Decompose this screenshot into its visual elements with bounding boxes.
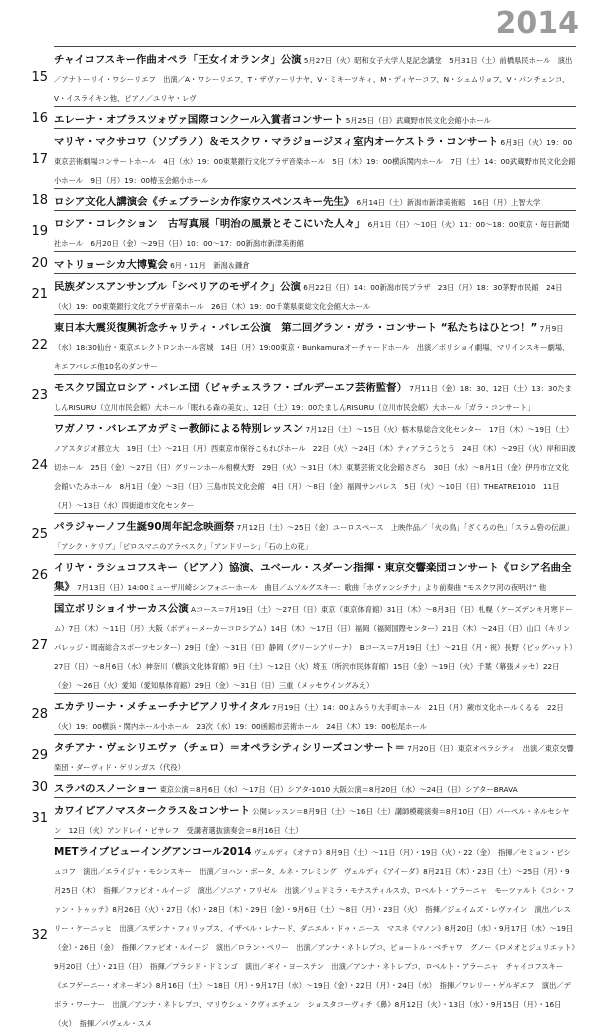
event-entry-22 (31, 315, 576, 375)
entry-number: 32 (31, 927, 48, 943)
entry-detail: 6月22日（日）14：00新潟市民プラザ 23日（月）18：30茅野市民館 24日（火）19：00東葉銀行文化プラザ音楽ホール 26日（木）19：00千葉県東総文化会館大ホール (54, 283, 563, 311)
entry-title: カワイピアノマスタークラス＆コンサート (54, 805, 250, 817)
entry-title: パラジャーノフ生誕90周年記念映画祭 (54, 521, 235, 533)
entry-number: 17 (31, 151, 48, 167)
event-entry-30 (31, 776, 576, 798)
entry-detail: ヴェルディ《オテロ》8月9日（土）〜11日（月）・19日（火）・22（金） 指揮／セミョン・ビシュコフ 演出／エライジャ・モシンスキー 出演／ヨハン・ボータ、ルネ・フレミング ヴェルディ《アイーダ》8月21日（木）・23日（土）〜25日（月）・9月25日（木） 指揮／ファビオ・ルイージ 演出／ソニア・フリゼル 出演／リュドミラ・モナスティルスカ、ロベルト・アラーニャ モーツァルト《コシ・ファン・トゥッテ》8月26日（火）・27日（水）・28日（木）・29日（金）・9月6日（土）〜8日（月）・23日（火） 指揮／ジェイムズ・レヴァイン 演出／レスリー・ケーニッヒ 出演／スザンナ・フィリップス、イザベル・レナード、ダニエル・ドゥ・ニース マスネ《マノン》8月20日（水）・9月17日（水）〜19日（金）・26日（金） 指揮／ファビオ・ルイージ 演出／ロラン・ペリー 出演／アンナ・ネトレプコ、ピョートル・ベチャワ グノー《ロメオとジュリエット》9月20日（土）・21日（日） 指揮／プラシド・ドミンゴ 演出／ギイ・ヨーステン 出演／アンナ・ネトレプコ、ロベルト・アラーニャ チャイコフスキー《エフゲーニー・オネーギン》8月16日（土）〜18日（月）・9月17日（水）〜19日（金）・22日（月）・24日（水） 指揮／ワレリー・ゲルギエフ 演出／デボラ・ワーナー 出演／アンナ・ネトレプコ、マリウシュ・クヴィエチェン ショスタコーヴィチ《鼻》8月12日（火）・13日（水）・9月15日（月）・16日（火） 指揮／パヴェル・スメ (54, 848, 576, 1028)
entry-detail: 7月20日（日）東京オペラシティ 出演／東京交響楽団・ダーヴィド・ゲリンガス（代役） (54, 744, 574, 772)
entry-number: 26 (31, 568, 48, 583)
entry-detail: 7月12日（土）〜25日（金）ユーロスペース 上映作品／「火の鳥」「ざくろの色」「スラム砦の伝説」「アシク・ケリブ」「ピロスマニのアラベスク」「アンドリーシ」「石の上の花」 (54, 523, 574, 551)
entry-title: マリヤ・マクサコワ（ソプラノ）＆モスクワ・マラジョージヌィ室内オーケストラ・コンサート (54, 136, 499, 148)
entry-number: 19 (31, 224, 48, 239)
event-entry-20 (31, 252, 576, 274)
event-entry-19 (31, 211, 576, 252)
event-entry-27 (31, 596, 576, 694)
event-entry-25 (31, 514, 576, 555)
event-entry-16 (31, 107, 576, 129)
event-entry-15 (31, 46, 576, 107)
entry-number: 16 (31, 110, 48, 126)
event-entry-31 (31, 798, 576, 839)
entry-title: METライブビューイングアンコール2014 (54, 846, 252, 858)
entry-detail: 7月19日（土）14：00よみうり大手町ホール 21日（月）蕨市文化ホールくるる 22日（火）19：00横浜・関内ホール小ホール 23次（水）19：00函館市芸術ホール 24日（木）19：00松尾ホール (54, 703, 564, 731)
event-entry-32 (31, 839, 576, 1031)
event-entry-18 (31, 189, 576, 211)
entry-detail: 5月25日（日）武蔵野市民文化会館小ホール (345, 116, 491, 125)
entry-detail: 7月11日（金）18：30、12日（土）13：30たましんRISURU（立川市民会館）大ホール「眠れる森の美女」、12日（土）19：00たましんRISURU（立川市民会館）大ホール「ガラ・コンサート」 (54, 384, 572, 412)
entry-number: 31 (31, 811, 48, 826)
event-entry-28 (31, 694, 576, 735)
event-entry-24 (31, 416, 576, 514)
entry-title: マトリョーシカ大博覧会 (54, 259, 168, 271)
entry-title: モスクワ国立ロシア・バレエ団（ビャチェスラフ・ゴルデーエフ芸術監督） (54, 382, 407, 394)
entry-title: 東日本大震災復興祈念チャリティ・バレエ公演 第二回グラン・ガラ・コンサート “私たちはひとつ！” (54, 322, 538, 334)
entry-detail: 6月3日（火）19：00東京芸術劇場コンサートホール 4日（水）19：00東葉銀行文化プラザ音楽ホール 5日（木）19：00横浜関内ホール 7日（土）14：00武蔵野市民文化会館小ホール 9日（月）19：00椿玉会館小ホール (54, 138, 576, 185)
entry-number: 23 (31, 388, 48, 403)
entry-number: 24 (31, 457, 48, 473)
entry-title: タチアナ・ヴェシリエヴァ（チェロ）＝オペラシティシリーズコンサート＝ (54, 742, 405, 754)
entry-number: 18 (31, 192, 48, 208)
entry-number: 27 (31, 637, 48, 653)
entry-number: 29 (31, 748, 48, 763)
event-entry-26 (31, 555, 576, 596)
entry-detail: Aコース＝7月19日（土）〜27日（日）東京（東京体育館）31日（木）〜8月3日（日）札幌（ケーズデンキ月寒ドーム）7日（木）〜11日（月）大阪（ボディーメーカーコロシアム）14日（木）〜17日（日）福岡（福岡国際センター）21日（木）〜24日（日）山口（キリンパレッジ・周南総合スポーツセンター）29日（金）〜31日（日）静岡（グリーンアリーナ） Bコース＝7月19日（土）〜21日（月・祝）長野（ビッグハット）27日（日）〜8月6日（水）神奈川（横浜文化体育館）9日（土）〜12日（火）埼玉（所沢市民体育館）15日（金）〜19日（火）千葉（幕張メッセ）22日（金）〜26日（火）愛知（愛知県体育館）29日（金）〜31日（日）三重（メッセウイングみえ） (54, 605, 573, 690)
entry-number: 20 (31, 255, 48, 271)
entry-title: 国立ボリショイサーカス公演 (54, 603, 189, 615)
entry-title: ワガノワ・バレエアカデミー教師による特別レッスン (54, 423, 304, 435)
entry-title: ロシア・コレクション 古写真展「明治の風景とそこにいた人々」 (54, 218, 366, 230)
entry-number: 15 (31, 70, 48, 85)
event-entry-21 (31, 274, 576, 315)
entry-detail: 6月・11月 新潟＆鎌倉 (170, 261, 250, 270)
entry-number: 30 (31, 779, 48, 795)
entry-title: イリヤ・ラシュコフスキー（ピアノ）協演、ユベール・スダーン指揮・東京交響楽団コンサート《ロシア名曲全集》 (54, 562, 572, 593)
entry-number: 28 (31, 707, 48, 722)
event-entry-29 (31, 735, 576, 776)
entry-detail: 5月27日（火）昭和女子大学人見記念講堂 5月31日（土）前橋県民ホール 演出／アナトーリイ・ワシーリエフ 出演／A・ワシーリエフ、T・ザヴァーリナヤ、V・ミキーツキィ、M・ディヤーコフ、N・シェムリョフ、V・パンチェンコ、V・イスライキン他、ピアノ／ユリヤ・レヴ (54, 56, 573, 103)
entry-title: チャイコフスキー作曲オペラ「王女イオランタ」公演 (54, 54, 302, 66)
entry-detail: 7月12日（土）〜15日（火）栃木県総合文化センター 17日（木）〜19日（土）ノアスタジオ都立大 19日（土）〜21日（月）西東京市保谷こもれびホール 22日（火）〜24日（木）ティアラこうとう 24日（木）〜29日（火）岸和田波切ホール 25日（金）〜27日（日）グリーンホール相模大野 29日（火）〜31日（木）東葉芸術文化会館さざら 30日（水）〜8月1日（金）伊丹市立文化会館いたみホール 8月1日（金）〜3日（日）三島市民文化会館 4日（月）〜8日（金）福岡サンパレス 5日（火）〜10日（日）THEATRE1010 11日（月）〜13日（水）四街道市文化センター (54, 425, 576, 510)
entry-title: エレーナ・オブラスツォヴァ国際コンクール入賞者コンサート (54, 114, 344, 126)
entry-detail: 6月14日（土）新潟市新津美術館 16日（月）上智大学 (356, 198, 541, 207)
entry-number: 25 (31, 527, 48, 542)
entry-detail: 6月1日（日）〜10日（火）11：00〜18：00東京・毎日新聞社ホール 6月20日（金）〜29日（日）10：00〜17：00新潟市新津美術館 (54, 220, 570, 248)
event-entry-23 (31, 375, 576, 416)
entry-title: エカテリーナ・メチェーチナピアノリサイタル (54, 701, 270, 713)
event-entry-17 (31, 129, 576, 189)
entry-title: ロシア文化人講演会《チェブラーシカ作家ウスペンスキー先生》 (54, 196, 355, 208)
entry-detail: 7月13日（日）14:00ミューザ川崎シンフォニーホール 曲目／ムソルグスキー：歌曲「ホヴァンシチナ」より前奏曲 “モスクワ河の夜明け” 他 (77, 583, 547, 592)
entry-number: 22 (31, 337, 48, 353)
year-heading: 2014 (495, 6, 579, 41)
event-list (31, 46, 576, 1031)
entry-title: スラバのスノーショー (54, 783, 158, 795)
entry-detail: 公開レッスン＝8月9日（土）〜16日（土）講師模範演奏＝8月10日（日）パーペル・ネルセシヤン 12日（火）アンドレイ・ピサレフ 受講者選抜演奏会＝8月16日（土） (54, 807, 570, 835)
entry-detail: 東京公演＝8月6日（水）〜17日（日）シアタ-1010 大阪公演＝8月20日（水）〜24日（日）シアターBRAVA (159, 785, 518, 794)
entry-detail: 7月9日（水）18:30仙台・東京エレクトロンホール宮城 14日（月）19:00東京・Bunkamuraオーチャードホール 出演／ボリショイ劇場、マリインスキー劇場、キエフバレエ他10名のダンサー (54, 324, 570, 371)
entry-number: 21 (31, 287, 48, 302)
entry-title: 民族ダンスアンサンブル「シベリアのモザイク」公演 (54, 281, 301, 293)
